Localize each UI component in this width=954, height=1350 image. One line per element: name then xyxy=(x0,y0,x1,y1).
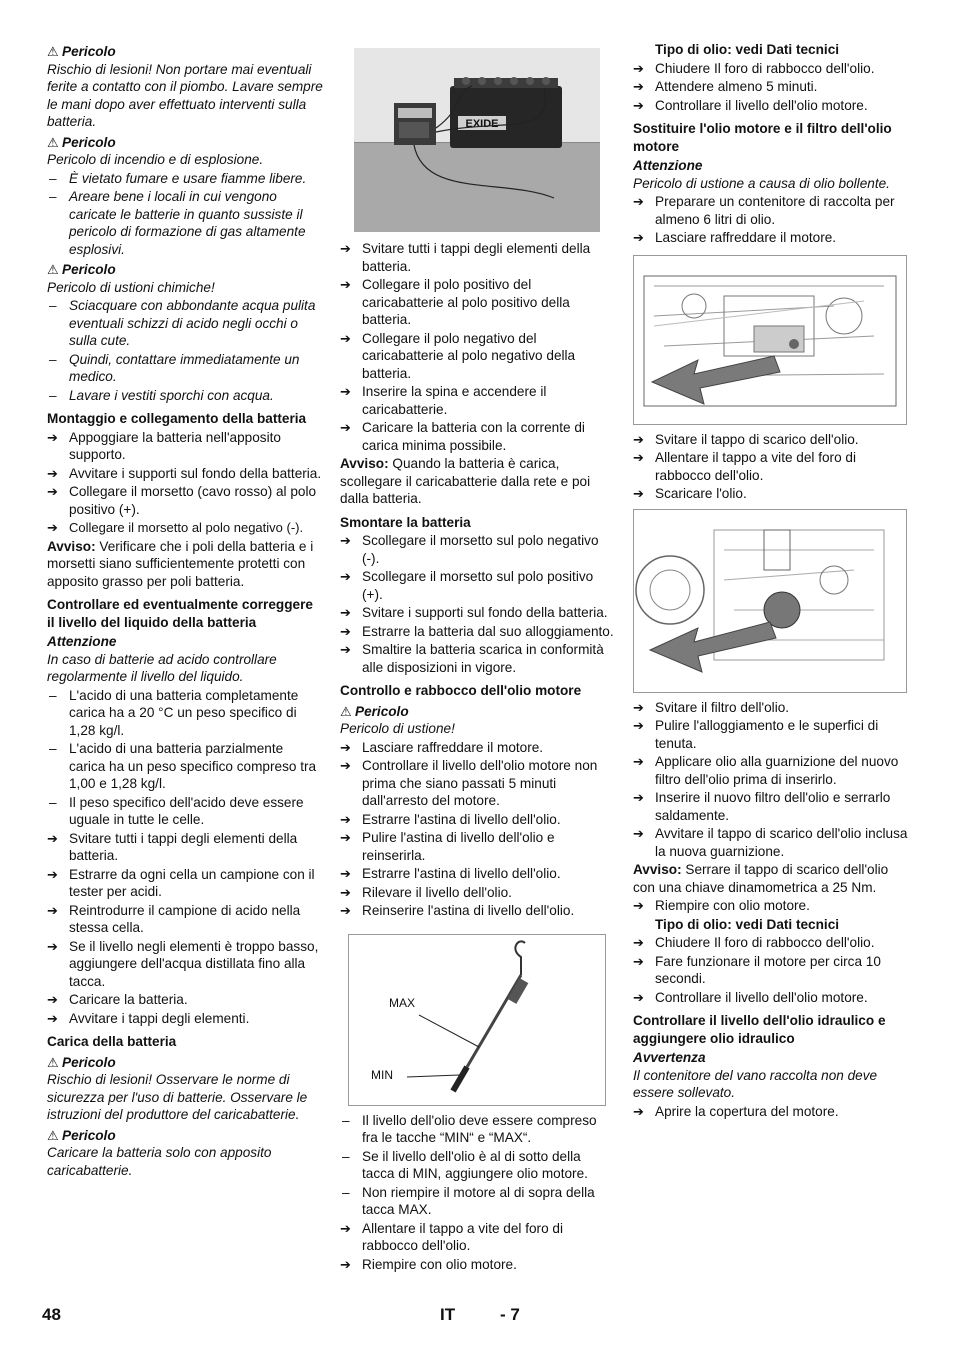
section-page-number: - 7 xyxy=(500,1305,520,1324)
list-item: – Areare bene i locali in cui vengono caricate le batterie in quanto sussiste il pericolo di formazione di gas altamente esplosivi. xyxy=(47,188,323,258)
step-item: ➔ Aprire la copertura del motore. xyxy=(633,1103,909,1121)
step-item: ➔ Avvitare i supporti sul fondo della batteria. xyxy=(47,465,323,483)
step-item: ➔ Estrarre la batteria dal suo alloggiamento. xyxy=(340,623,616,641)
warning-icon: ⚠ xyxy=(47,1127,59,1143)
warning-heading: ⚠ Pericolo xyxy=(47,262,116,277)
step-item: ➔ Caricare la batteria. xyxy=(47,991,323,1009)
warning-icon: ⚠ xyxy=(47,1054,59,1070)
step-item: ➔ Avvitare i tappi degli elementi. xyxy=(47,1010,323,1028)
caution-text: Pericolo di ustione a causa di olio bollente. xyxy=(633,175,890,191)
step-item: ➔ Se il livello negli elementi è troppo basso, aggiungere dell'acqua distillata fino alla tacca. xyxy=(47,938,323,991)
step-item: ➔ Reintrodurre il campione di acido nella stessa cella. xyxy=(47,902,323,937)
dipstick-illustration xyxy=(349,935,605,1105)
step-item: ➔ Attendere almeno 5 minuti. xyxy=(633,78,909,96)
list-item: – Lavare i vestiti sporchi con acqua. xyxy=(47,387,323,405)
oil-filter-illustration xyxy=(634,510,906,692)
engine-drain-figure xyxy=(633,255,907,425)
section-heading: Controllare il livello dell'olio idraulico e aggiungere olio idraulico xyxy=(633,1013,886,1046)
section-heading: Controllo e rabbocco dell'olio motore xyxy=(340,683,582,698)
warning-icon: ⚠ xyxy=(47,134,59,150)
warning-text: Pericolo di ustioni chimiche! xyxy=(47,279,215,295)
step-item: ➔ Caricare la batteria con la corrente di carica minima possibile. xyxy=(340,419,616,454)
step-item: ➔ Svitare tutti i tappi degli elementi della batteria. xyxy=(340,240,616,275)
advisory-heading: Avvertenza xyxy=(633,1050,706,1065)
section-heading: Carica della batteria xyxy=(47,1034,177,1049)
list-item: – L'acido di una batteria parzialmente carica ha un peso specifico compreso tra 1,00 e 1,28 kg/l. xyxy=(47,740,323,793)
dipstick-figure xyxy=(348,934,606,1106)
step-item: ➔ Svitare tutti i tappi degli elementi della batteria. xyxy=(47,830,323,865)
step-item: ➔ Estrarre l'astina di livello dell'olio. xyxy=(340,811,616,829)
column-left xyxy=(47,40,323,1179)
battery-charger-photo xyxy=(354,48,600,232)
language-code: IT xyxy=(440,1305,456,1324)
warning-heading: ⚠ Pericolo xyxy=(47,44,116,59)
step-item: ➔ Estrarre da ogni cella un campione con il tester per acidi. xyxy=(47,866,323,901)
column-right xyxy=(633,41,909,1121)
warning-text: Pericolo di incendio e di esplosione. xyxy=(47,152,264,167)
step-item: ➔ Preparare un contenitore di raccolta per almeno 6 litri di olio. xyxy=(633,193,909,228)
list-item: – È vietato fumare e usare fiamme libere. xyxy=(47,170,323,188)
caution-heading: Attenzione xyxy=(47,634,117,649)
step-item: ➔ Svitare il tappo di scarico dell'olio. xyxy=(633,431,909,449)
step-item: ➔ Inserire la spina e accendere il caricabatterie. xyxy=(340,383,616,418)
min-label: MIN xyxy=(371,1067,393,1082)
warning-heading: ⚠ Pericolo xyxy=(47,134,116,150)
step-item: ➔ Scollegare il morsetto sul polo positivo (+). xyxy=(340,568,616,603)
section-heading: Controllare ed eventualmente correggere il livello del liquido della batteria xyxy=(47,597,313,630)
oil-type-note: Tipo di olio: vedi Dati tecnici xyxy=(655,916,840,932)
page-number: 48 xyxy=(42,1305,61,1324)
warning-text: Rischio di lesioni! Osservare le norme di sicurezza per l'uso di batterie. Osservare le istruzioni del produttore del caricabatterie. xyxy=(47,1072,308,1122)
section-heading: Montaggio e collegamento della batteria xyxy=(47,411,307,426)
step-item: ➔ Collegare il polo positivo del caricabatterie al polo positivo della batteria. xyxy=(340,276,616,329)
step-item: ➔ Pulire l'astina di livello dell'olio e reinserirla. xyxy=(340,829,616,864)
oil-type-note: Tipo di olio: vedi Dati tecnici xyxy=(655,42,840,57)
step-item: ➔ Smaltire la batteria scarica in conformità alle disposizioni in vigore. xyxy=(340,641,616,676)
notice: Avviso: Serrare il tappo di scarico dell'olio con una chiave dinamometrica a 25 Nm. xyxy=(633,862,889,895)
section-heading: Smontare la batteria xyxy=(340,514,471,530)
column-middle xyxy=(340,48,616,1274)
step-item: ➔ Riempire con olio motore. xyxy=(340,1256,616,1274)
warning-icon: ⚠ xyxy=(47,262,59,277)
step-item: ➔ Collegare il morsetto (cavo rosso) al polo positivo (+). xyxy=(47,483,323,518)
list-item: – Il livello dell'olio deve essere compreso fra le tacche “MIN“ e “MAX“. xyxy=(340,1112,616,1147)
step-item: ➔ Lasciare raffreddare il motore. xyxy=(633,229,909,247)
warning-text: Caricare la batteria solo con apposito caricabatterie. xyxy=(47,1145,272,1178)
caution-text: In caso di batterie ad acido controllare regolarmente il livello del liquido. xyxy=(47,651,277,684)
step-item: ➔ Allentare il tappo a vite del foro di rabbocco dell'olio. xyxy=(340,1220,616,1255)
step-item: ➔ Riempire con olio motore. xyxy=(633,897,909,915)
step-item: ➔ Pulire l'alloggiamento e le superfici di tenuta. xyxy=(633,717,909,752)
step-item: ➔ Svitare il filtro dell'olio. xyxy=(633,699,909,717)
notice: Avviso: Verificare che i poli della batteria e i morsetti siano sufficientemente protetti con apposito grasso per poli batteria. xyxy=(47,538,314,589)
caution-heading: Attenzione xyxy=(633,158,703,173)
max-label: MAX xyxy=(389,995,416,1010)
step-item: ➔ Svitare i supporti sul fondo della batteria. xyxy=(340,604,616,622)
warning-icon: ⚠ xyxy=(340,703,352,719)
step-item: ➔ Applicare olio alla guarnizione del nuovo filtro dell'olio prima di inserirlo. xyxy=(633,753,909,788)
step-item: ➔ Scaricare l'olio. xyxy=(633,485,909,503)
list-item: – Il peso specifico dell'acido deve essere uguale in tutte le celle. xyxy=(47,794,323,829)
list-item: – L'acido di una batteria completamente carica ha a 20 °C un peso specifico di 1,28 kg/l. xyxy=(47,687,323,740)
step-item: ➔ Avvitare il tappo di scarico dell'olio inclusa la nuova guarnizione. xyxy=(633,825,909,860)
step-item: ➔ Controllare il livello dell'olio motore. xyxy=(633,97,909,115)
section-heading: Sostituire l'olio motore e il filtro dell'olio motore xyxy=(633,121,892,154)
step-item: ➔ Controllare il livello dell'olio motore non prima che siano passati 5 minuti dall'arresto del motore. xyxy=(340,757,616,810)
list-item: – Sciacquare con abbondante acqua pulita eventuali schizzi di acido negli occhi o sulla cute. xyxy=(47,297,323,350)
warning-heading: ⚠ Pericolo xyxy=(340,703,409,719)
oil-filter-figure xyxy=(633,509,907,693)
step-item: ➔ Chiudere Il foro di rabbocco dell'olio. xyxy=(633,60,909,78)
warning-text: Pericolo di ustione! xyxy=(340,721,455,736)
step-item: ➔ Collegare il morsetto al polo negativo (-). xyxy=(47,519,323,537)
list-item: – Non riempire il motore al di sopra della tacca MAX. xyxy=(340,1184,616,1219)
step-item: ➔ Rilevare il livello dell'olio. xyxy=(340,884,616,902)
warning-heading: ⚠ Pericolo xyxy=(47,1127,116,1143)
list-item: – Quindi, contattare immediatamente un medico. xyxy=(47,351,323,386)
step-item: ➔ Fare funzionare il motore per circa 10 secondi. xyxy=(633,953,909,988)
step-item: ➔ Collegare il polo negativo del caricabatterie al polo negativo della batteria. xyxy=(340,330,616,383)
warning-heading: ⚠ Pericolo xyxy=(47,1054,116,1070)
step-item: ➔ Allentare il tappo a vite del foro di rabbocco dell'olio. xyxy=(633,449,909,484)
step-item: ➔ Lasciare raffreddare il motore. xyxy=(340,739,616,757)
warning-icon: ⚠ xyxy=(47,44,59,59)
advisory-text: Il contenitore del vano raccolta non deve essere sollevato. xyxy=(633,1067,878,1100)
list-item: – Se il livello dell'olio è al di sotto della tacca di MIN, aggiungere olio motore. xyxy=(340,1148,616,1183)
step-item: ➔ Controllare il livello dell'olio motore. xyxy=(633,989,909,1007)
notice: Avviso: Quando la batteria è carica, scollegare il caricabatterie dalla rete e poi dalla batteria. xyxy=(340,456,591,506)
step-item: ➔ Appoggiare la batteria nell'apposito supporto. xyxy=(47,429,323,464)
battery-photo-illustration xyxy=(354,48,600,232)
step-item: ➔ Inserire il nuovo filtro dell'olio e serrarlo saldamente. xyxy=(633,789,909,824)
step-item: ➔ Estrarre l'astina di livello dell'olio. xyxy=(340,865,616,883)
step-item: ➔ Scollegare il morsetto sul polo negativo (-). xyxy=(340,532,616,567)
warning-text: Rischio di lesioni! Non portare mai eventuali ferite a contatto con il piombo. Lavare sempre le mani dopo aver effettuato interventi sulla batteria. xyxy=(47,61,323,129)
engine-drain-illustration xyxy=(634,256,906,424)
step-item: ➔ Reinserire l'astina di livello dell'olio. xyxy=(340,902,616,920)
step-item: ➔ Chiudere Il foro di rabbocco dell'olio. xyxy=(633,934,909,952)
battery-brand-label: EXIDE xyxy=(465,118,499,130)
